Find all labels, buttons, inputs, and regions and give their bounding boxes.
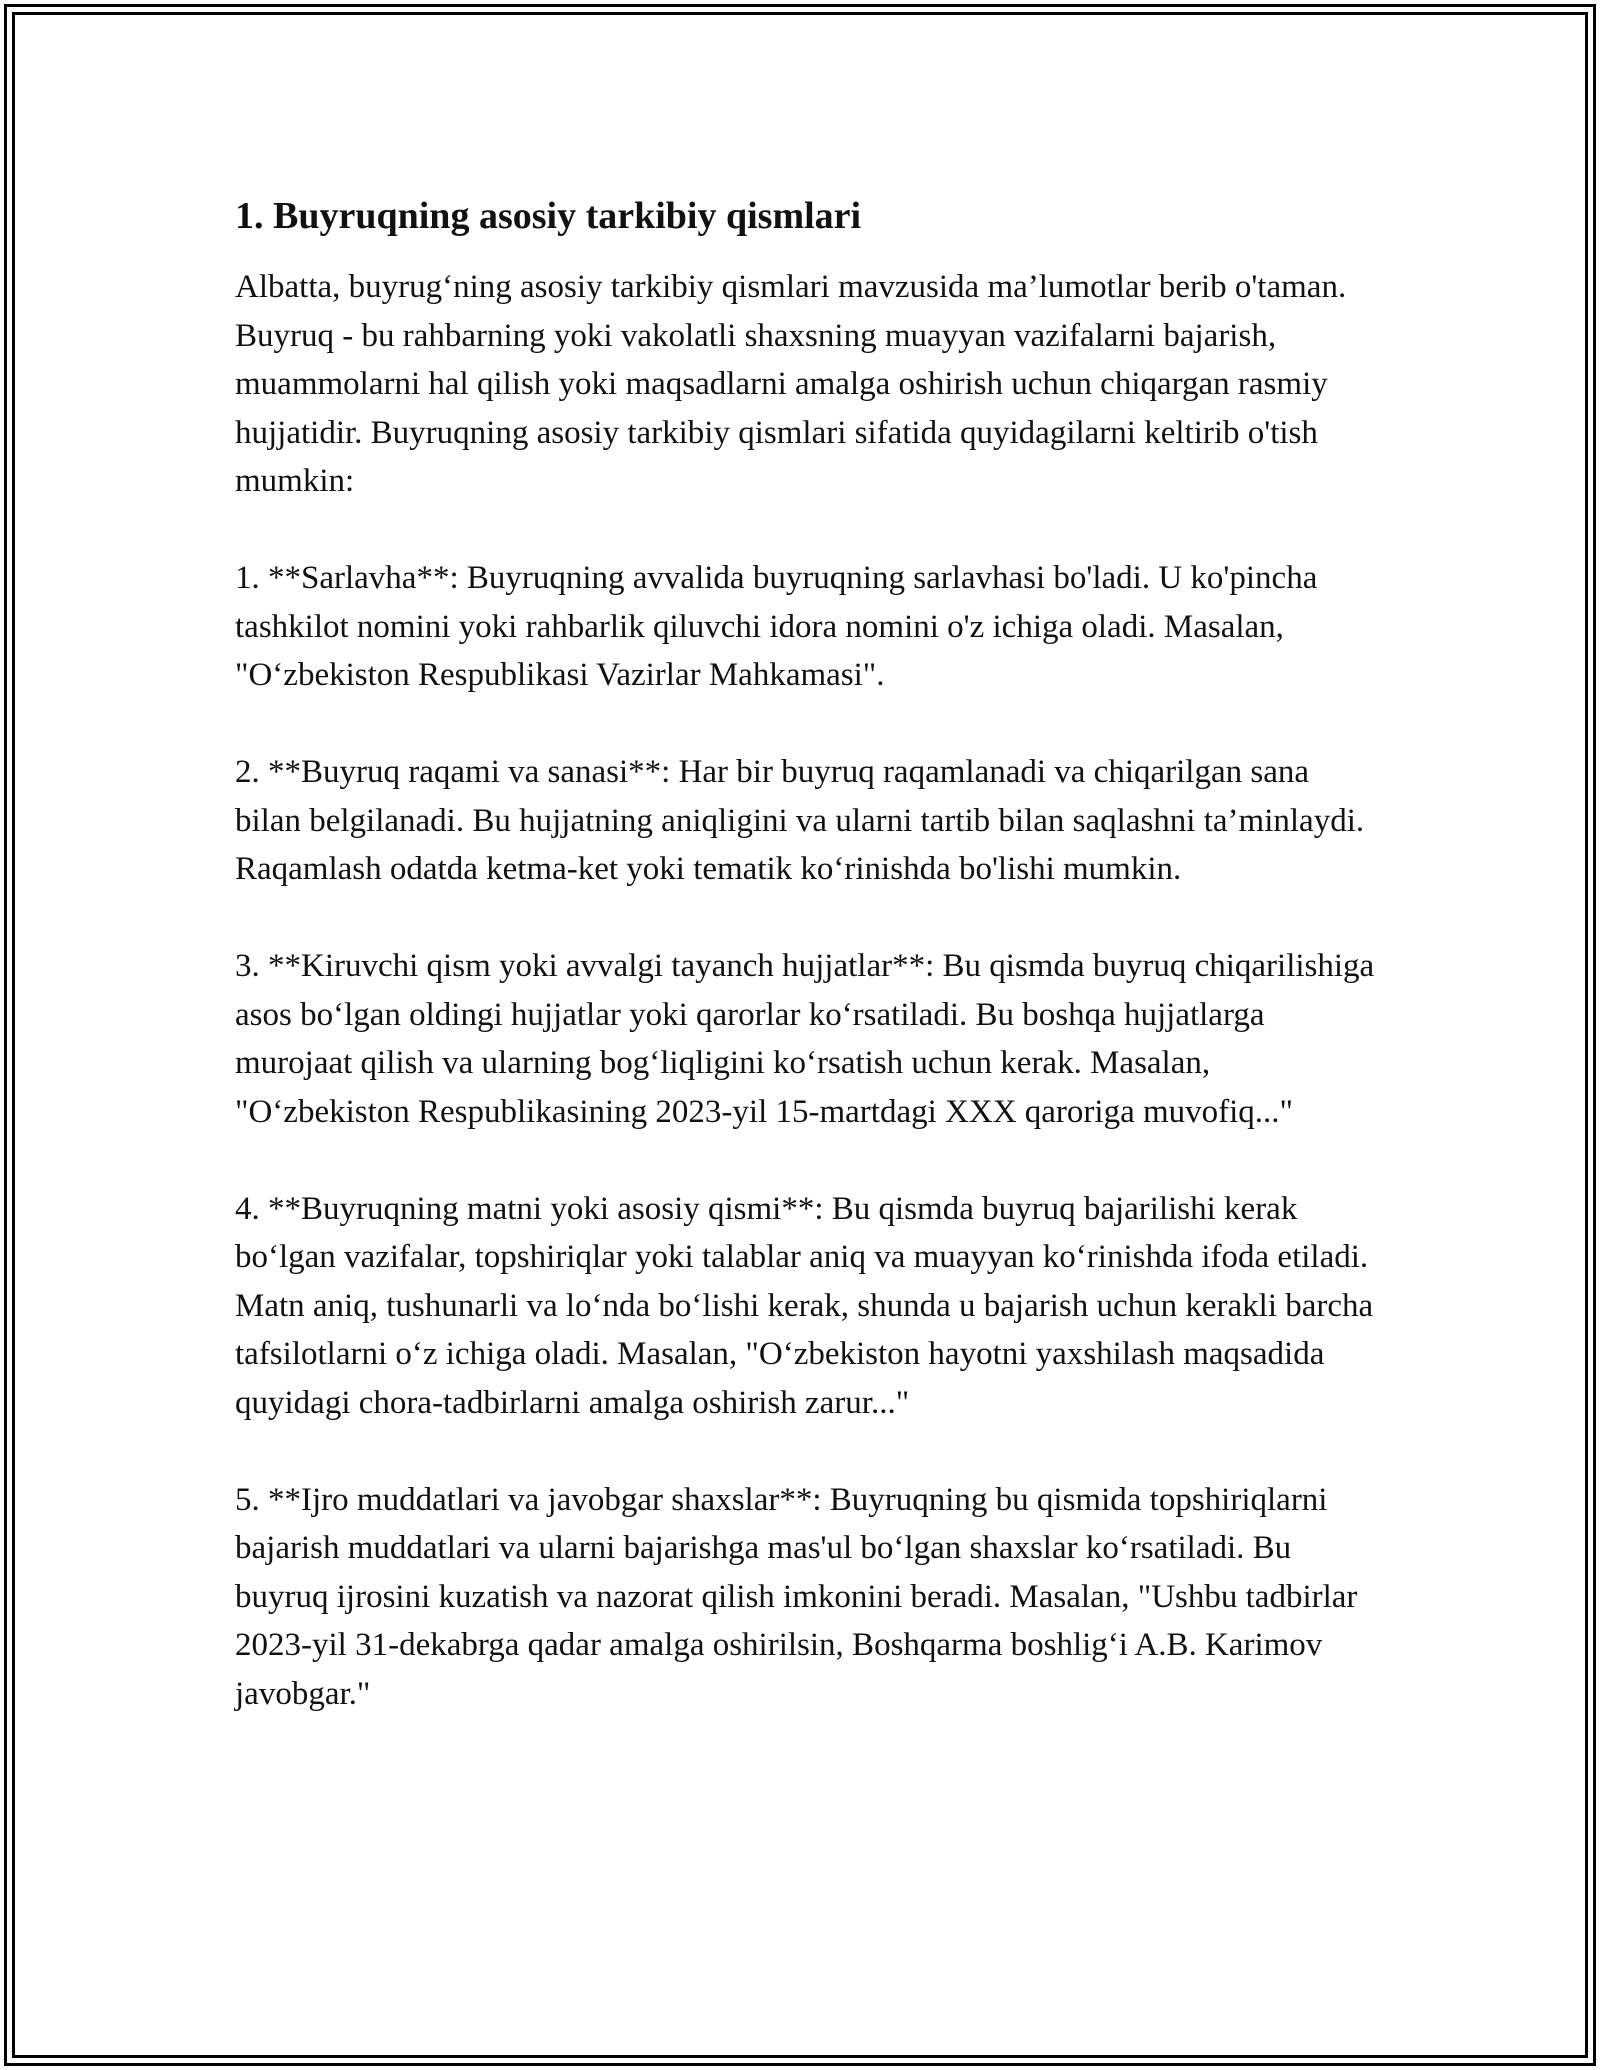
list-item-asosiy-qism: 4. **Buyruqning matni yoki asosiy qismi**: Bu qismda buyruq bajarilishi kerak bo‘lgan vazifalar, topshiriqlar yoki talablar aniq va muayyan ko‘rinishda ifoda etiladi. Matn aniq, tushunarli va lo‘nda bo‘lishi kerak, shunda u bajarish uchun kerakli barcha tafsilotlarni o‘z ichiga oladi. Masalan, "O‘zbekiston hayotni yaxshilash maqsadida quyidagi chora-tadbirlarni amalga oshirish zarur..." [235,1190,1374,1421]
list-item-kiruvchi-qism: 3. **Kiruvchi qism yoki avvalgi tayanch hujjatlar**: Bu qismda buyruq chiqarilishiga asos bo‘lgan oldingi hujjatlar yoki qarorlar ko‘rsatiladi. Bu boshqa hujjatlarga murojaat qilish va ularning bog‘liqligini ko‘rsatish uchun kerak. Masalan, "O‘zbekiston Respublikasining 2023-yil 15-martdagi XXX qaroriga muvofiq..." [235,948,1375,1130]
list-item-ijro-muddatlari: 5. **Ijro muddatlari va javobgar shaxslar**: Buyruqning bu qismida topshiriqlarni bajarish muddatlari va ularni bajarishga mas'ul bo‘lgan shaxslar ko‘rsatiladi. Bu buyruq ijrosini kuzatish va nazorat qilish imkonini beradi. Masalan, "Ushbu tadbirlar 2023-yil 31-dekabrga qadar amalga oshirilsin, Boshqarma boshlig‘i A.B. Karimov javobgar." [235,1481,1358,1712]
document-title: 1. Buyruqning asosiy tarkibiy qismlari [235,195,862,237]
list-item-sarlavha: 1. **Sarlavha**: Buyruqning avvalida buyruqning sarlavhasi bo'ladi. U ko'pincha tashkilot nomini yoki rahbarlik qiluvchi idora nomini o'z ichiga oladi. Masalan, "O‘zbekiston Respublikasi Vazirlar Mahkamasi". [235,560,1318,693]
intro-paragraph: Albatta, buyrug‘ning asosiy tarkibiy qismlari mavzusida ma’lumotlar berib o'taman. Buyruq - bu rahbarning yoki vakolatli shaxsning muayyan vazifalarni bajarish, muammolarni hal qilish yoki maqsadlarni amalga oshirish uchun chiqargan rasmiy hujjatidir. Buyruqning asosiy tarkibiy qismlari sifatida quyidagilarni keltirib o'tish mumkin: [235,269,1347,499]
document-page [235,188,1375,1767]
list-item-raqam-sana: 2. **Buyruq raqami va sanasi**: Har bir buyruq raqamlanadi va chiqarilgan sana bilan belgilanadi. Bu hujjatning aniqligini va ularni tartib bilan saqlashni ta’minlaydi. Raqamlash odatda ketma-ket yoki tematik ko‘rinishda bo'lishi mumkin. [235,754,1365,887]
